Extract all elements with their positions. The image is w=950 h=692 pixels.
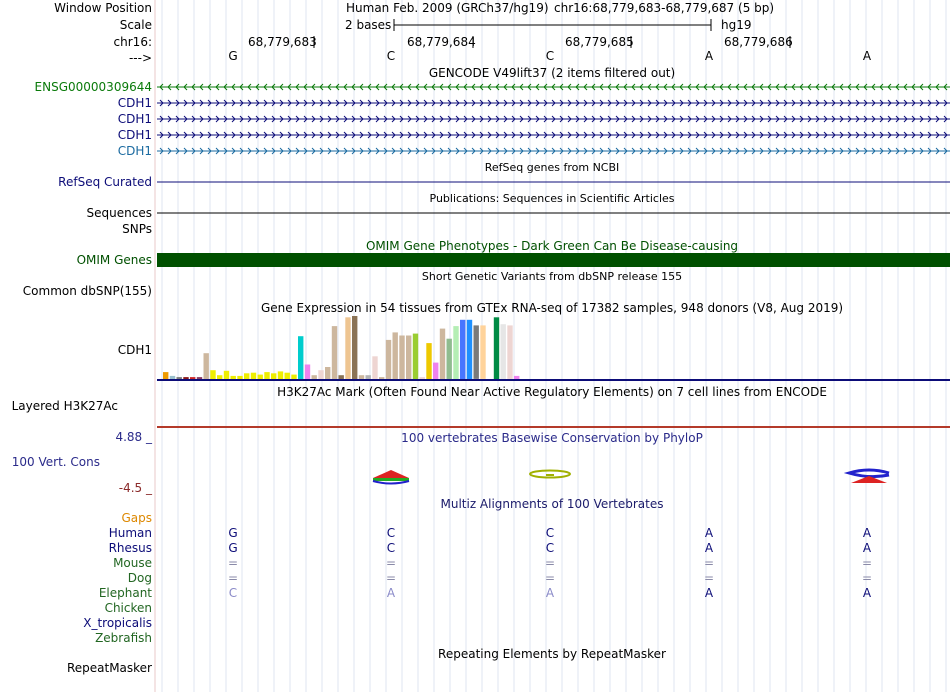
logo-letter-c: [373, 481, 409, 484]
alignment-base: G: [228, 541, 238, 555]
gtex-bar[interactable]: [163, 372, 168, 379]
gtex-bar[interactable]: [204, 353, 209, 379]
species-chicken[interactable]: Chicken: [104, 601, 152, 615]
gtex-bar[interactable]: [393, 332, 398, 379]
gtex-bar[interactable]: [170, 376, 175, 379]
gencode-label-cdh1-4[interactable]: CDH1: [117, 144, 152, 158]
gtex-bar[interactable]: [278, 371, 283, 379]
coord-2: 68,779,684: [407, 35, 476, 49]
species-dog[interactable]: Dog: [127, 571, 152, 585]
window-position-label: Window Position: [54, 1, 152, 15]
omim-bar[interactable]: [157, 253, 950, 267]
gtex-bar[interactable]: [231, 376, 236, 379]
gtex-bar[interactable]: [447, 339, 452, 379]
repeatmasker-label[interactable]: RepeatMasker: [66, 661, 152, 675]
omim-label[interactable]: OMIM Genes: [76, 253, 152, 267]
strand-label: --->: [128, 51, 152, 65]
species-rhesus[interactable]: Rhesus: [108, 541, 152, 555]
base-4: A: [704, 49, 714, 63]
alignment-base: =: [227, 556, 239, 570]
scale-label: Scale: [119, 18, 152, 32]
gtex-bar[interactable]: [521, 378, 526, 379]
gtex-bar[interactable]: [379, 377, 384, 379]
gtex-bar[interactable]: [460, 320, 465, 379]
alignment-base: C: [386, 541, 396, 555]
gtex-bar[interactable]: [487, 371, 492, 379]
refseq-label[interactable]: RefSeq Curated: [58, 175, 152, 189]
gene-row[interactable]: [157, 132, 950, 138]
alignment-base: C: [545, 526, 555, 540]
alignment-base: =: [544, 571, 556, 585]
alignment-base: A: [386, 586, 396, 600]
gtex-bar[interactable]: [386, 340, 391, 379]
gene-row[interactable]: [157, 100, 950, 106]
species-mouse[interactable]: Mouse: [113, 556, 152, 570]
alignment-base: =: [385, 556, 397, 570]
gtex-bar[interactable]: [399, 336, 404, 380]
gene-row[interactable]: [157, 84, 950, 90]
coord-4: 68,779,686: [724, 35, 793, 49]
multiz-title[interactable]: Multiz Alignments of 100 Vertebrates: [440, 497, 664, 511]
gtex-bar-chart[interactable]: [163, 316, 526, 379]
gencode-label-cdh1-1[interactable]: CDH1: [117, 96, 152, 110]
gtex-bar[interactable]: [372, 356, 377, 379]
gtex-bar[interactable]: [366, 375, 371, 379]
alignment-base: =: [544, 556, 556, 570]
h3k27ac-title[interactable]: H3K27Ac Mark (Often Found Near Active Regulatory Elements) on 7 cell lines from ENCODE: [277, 385, 827, 399]
gtex-bar[interactable]: [339, 375, 344, 379]
alignment-base: =: [703, 571, 715, 585]
gencode-title[interactable]: GENCODE V49lift37 (2 items filtered out): [428, 66, 676, 80]
base-5: A: [862, 49, 872, 63]
alignment-base: A: [704, 541, 714, 555]
gtex-bar[interactable]: [318, 370, 323, 379]
gtex-bar[interactable]: [352, 316, 357, 379]
gtex-bar[interactable]: [197, 377, 202, 379]
gtex-title[interactable]: Gene Expression in 54 tissues from GTEx RNA-seq of 17382 samples, 948 donors (V8, Aug 2019): [260, 301, 844, 315]
gtex-bar[interactable]: [406, 336, 411, 380]
gtex-bar[interactable]: [244, 373, 249, 379]
gtex-bar[interactable]: [258, 375, 263, 379]
alignment-base: A: [704, 586, 714, 600]
refseq-title[interactable]: RefSeq genes from NCBI: [484, 161, 620, 174]
gtex-bar[interactable]: [210, 370, 215, 379]
species-zebrafish[interactable]: Zebrafish: [95, 631, 152, 645]
cons-logo[interactable]: [849, 470, 889, 483]
gtex-bar[interactable]: [325, 367, 330, 379]
gtex-bar[interactable]: [271, 373, 276, 379]
gtex-bar[interactable]: [474, 325, 479, 379]
cons-logo[interactable]: [530, 471, 570, 478]
gtex-bar[interactable]: [237, 376, 242, 379]
dbsnp-label[interactable]: Common dbSNP(155): [22, 284, 152, 298]
gtex-bar[interactable]: [413, 334, 418, 379]
gtex-bar[interactable]: [251, 373, 256, 379]
gencode-label-cdh1-2[interactable]: CDH1: [117, 112, 152, 126]
alignment-base: =: [861, 571, 873, 585]
dbsnp-title[interactable]: Short Genetic Variants from dbSNP release 155: [421, 270, 683, 283]
gtex-bar[interactable]: [440, 329, 445, 379]
track-labels: [0, 0, 155, 692]
alignment-base: A: [862, 541, 872, 555]
gene-row[interactable]: [157, 148, 950, 154]
base-2: C: [386, 49, 396, 63]
gtex-bar[interactable]: [224, 371, 229, 379]
gencode-label-ensg[interactable]: ENSG00000309644: [34, 80, 152, 94]
gtex-bar[interactable]: [183, 377, 188, 379]
repeatmasker-title[interactable]: Repeating Elements by RepeatMasker: [438, 647, 666, 661]
cons-title[interactable]: 100 vertebrates Basewise Conservation by PhyloP: [401, 431, 703, 445]
base-1: G: [228, 49, 238, 63]
alignment-base: A: [862, 526, 872, 540]
h3k27ac-label[interactable]: Layered H3K27Ac: [11, 399, 118, 413]
gtex-bar[interactable]: [298, 336, 303, 379]
gencode-track[interactable]: [157, 84, 950, 154]
coordinate-ticks: [314, 36, 790, 48]
alignment-base: A: [862, 586, 872, 600]
gencode-label-cdh1-3[interactable]: CDH1: [117, 128, 152, 142]
gtex-bar[interactable]: [426, 343, 431, 379]
gtex-label[interactable]: CDH1: [117, 343, 152, 357]
gtex-bar[interactable]: [467, 320, 472, 379]
cons-ymin: -4.5 _: [118, 481, 152, 495]
alignment-base: G: [228, 526, 238, 540]
species-human[interactable]: Human: [108, 526, 152, 540]
alignment-base: C: [228, 586, 238, 600]
gtex-bar[interactable]: [332, 326, 337, 379]
alignment-base: C: [545, 541, 555, 555]
gtex-bar[interactable]: [291, 375, 296, 379]
publications-title[interactable]: Publications: Sequences in Scientific Articles: [429, 192, 675, 205]
gtex-bar[interactable]: [433, 363, 438, 379]
cons-ymax: 4.88 _: [115, 430, 152, 444]
gtex-bar[interactable]: [345, 317, 350, 379]
gtex-bar[interactable]: [453, 326, 458, 379]
alignment-base: A: [545, 586, 555, 600]
gtex-bar[interactable]: [359, 375, 364, 379]
gtex-bar[interactable]: [507, 325, 512, 379]
gtex-bar[interactable]: [501, 324, 506, 379]
gtex-bar[interactable]: [514, 376, 519, 379]
alignment-base: =: [861, 556, 873, 570]
alignment-base: =: [703, 556, 715, 570]
gtex-bar[interactable]: [177, 377, 182, 379]
coord-1: 68,779,683: [248, 35, 317, 49]
gtex-bar[interactable]: [420, 377, 425, 379]
gene-row[interactable]: [157, 116, 950, 122]
logo-letter-g: [373, 478, 409, 481]
gtex-bar[interactable]: [480, 325, 485, 379]
cons-label[interactable]: 100 Vert. Cons: [11, 455, 100, 469]
logo-letter-c: [849, 470, 889, 477]
gtex-bar[interactable]: [305, 365, 310, 380]
gtex-bar[interactable]: [285, 373, 290, 379]
scale-db: hg19: [721, 18, 752, 32]
position-range[interactable]: chr16:68,779,683-68,779,687 (5 bp): [554, 1, 775, 15]
alignment-base: A: [704, 526, 714, 540]
logo-letter-g-bar: [546, 474, 554, 476]
gtex-bar[interactable]: [217, 375, 222, 379]
sequences-label[interactable]: Sequences: [86, 206, 152, 220]
alignment-base: =: [227, 571, 239, 585]
species-xtropicalis[interactable]: X_tropicalis: [83, 616, 152, 630]
omim-title[interactable]: OMIM Gene Phenotypes - Dark Green Can Be Disease-causing: [365, 239, 739, 253]
scale-bases: 2 bases: [345, 18, 392, 32]
gtex-bar[interactable]: [264, 372, 269, 379]
gaps-label[interactable]: Gaps: [121, 511, 152, 525]
logo-letter-a: [373, 470, 409, 478]
cons-logo[interactable]: [373, 470, 409, 484]
coord-3: 68,779,685: [565, 35, 634, 49]
alignment-base: =: [385, 571, 397, 585]
gtex-bar[interactable]: [190, 377, 195, 379]
species-elephant[interactable]: Elephant: [98, 586, 152, 600]
assembly-text: Human Feb. 2009 (GRCh37/hg19): [346, 1, 549, 15]
chrom-label: chr16:: [113, 35, 152, 49]
alignment-base: C: [386, 526, 396, 540]
base-3: C: [545, 49, 555, 63]
gtex-bar[interactable]: [494, 317, 499, 379]
gtex-bar[interactable]: [312, 375, 317, 379]
snps-label[interactable]: SNPs: [122, 222, 152, 236]
